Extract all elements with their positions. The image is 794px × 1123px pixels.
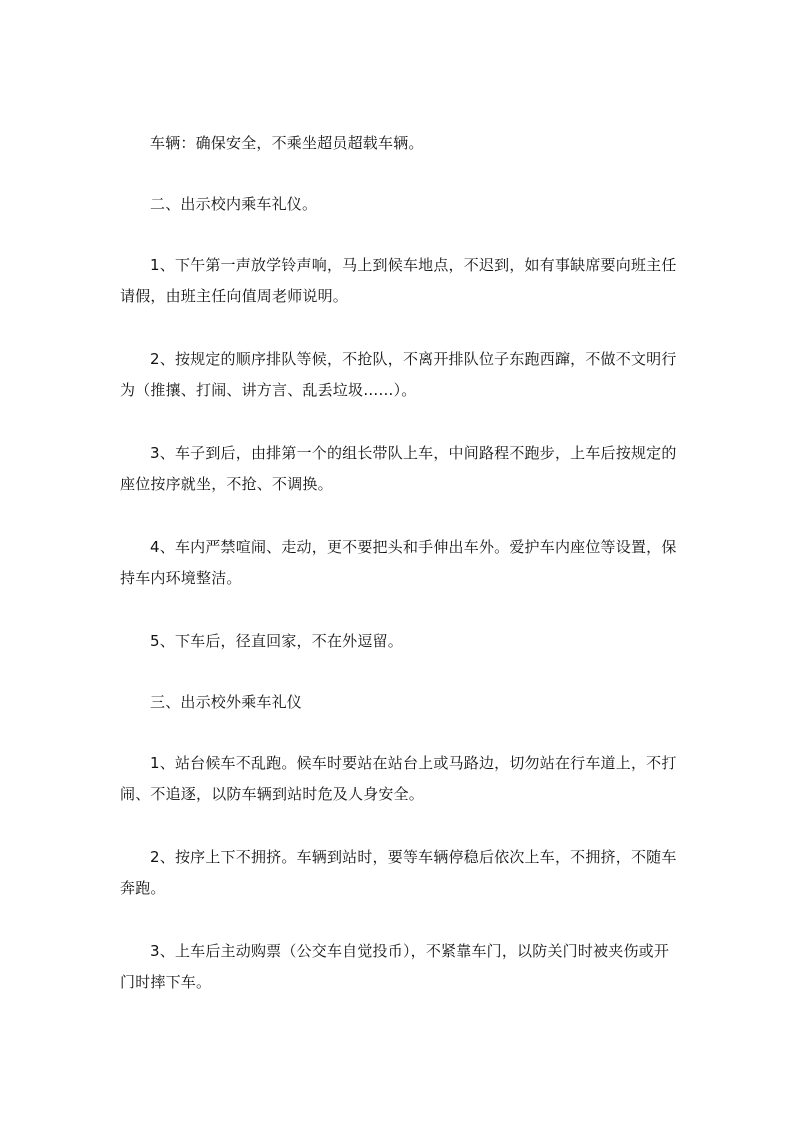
paragraph-campus-rule-3: 3、车子到后，由排第一个的组长带队上车，中间路程不跑步，上车后按规定的座位按序就坐，不抢、不调换。 xyxy=(120,444,677,493)
paragraph-campus-rule-2: 2、按规定的顺序排队等候，不抢队，不离开排队位子东跑西蹿，不做不文明行为（推攘、打闹、讲方言、乱丢垃圾……）。 xyxy=(120,350,677,399)
paragraph-vehicle-safety: 车辆：确保安全，不乘坐超员超载车辆。 xyxy=(150,134,424,152)
paragraph-campus-rule-1: 1、下午第一声放学铃声响，马上到候车地点，不迟到，如有事缺席要向班主任请假，由班主任向值周老师说明。 xyxy=(120,256,677,305)
paragraph-offcampus-rule-2: 2、按序上下不拥挤。车辆到站时，要等车辆停稳后依次上车，不拥挤，不随车奔跑。 xyxy=(120,848,677,897)
paragraph-offcampus-rule-1: 1、站台候车不乱跑。候车时要站在站台上或马路边，切勿站在行车道上，不打闹、不追逐，以防车辆到站时危及人身安全。 xyxy=(120,754,677,803)
paragraph-campus-rule-5: 5、下车后，径直回家，不在外逗留。 xyxy=(150,632,403,650)
document-body xyxy=(120,128,680,1030)
paragraph-offcampus-rule-3: 3、上车后主动购票（公交车自觉投币），不紧靠车门，以防关门时被夹伤或开门时摔下车。 xyxy=(120,942,670,991)
paragraph-campus-rule-4: 4、车内严禁喧闹、走动，更不要把头和手伸出车外。爱护车内座位等设置，保持车内环境整洁。 xyxy=(120,538,677,587)
section-heading-offcampus-boarding: 三、出示校外乘车礼仪 xyxy=(150,693,303,711)
section-heading-campus-boarding: 二、出示校内乘车礼仪。 xyxy=(150,195,318,213)
